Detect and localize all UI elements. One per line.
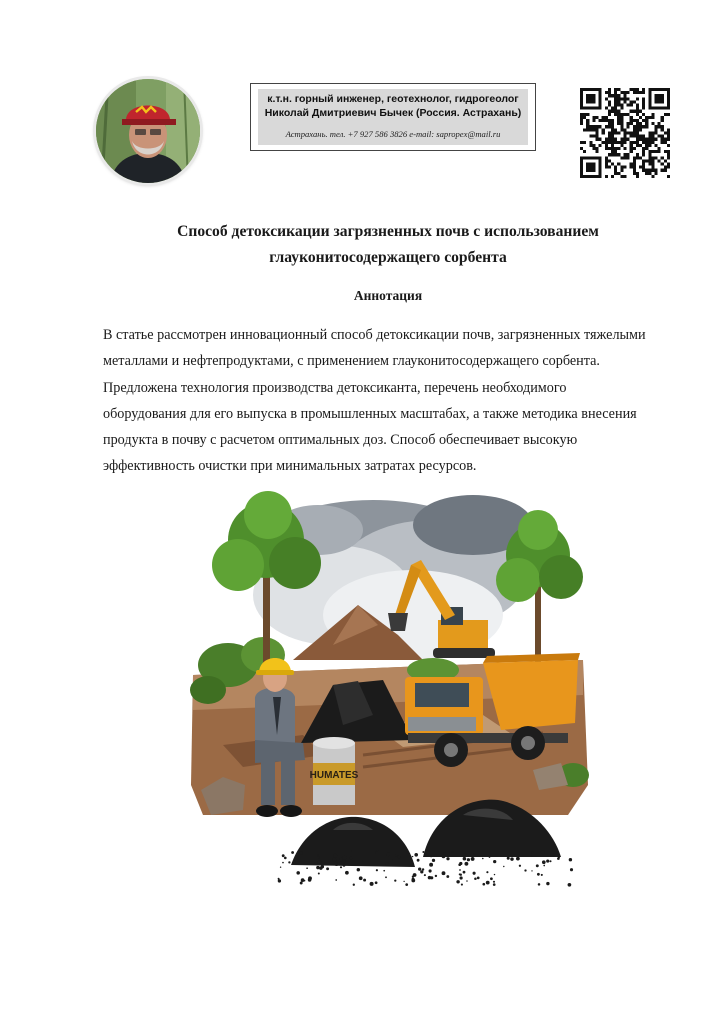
abstract-heading: Аннотация [353, 288, 423, 303]
abstract-line: металлами и нефтепродуктами, с применением глауконитосодержащего сорбента. [103, 353, 600, 370]
author-portrait-icon [96, 79, 200, 183]
author-name: Николай Дмитриевич Бычек (Россия. Астрахань) [264, 107, 522, 119]
soil-detox-illustration [183, 485, 593, 895]
abstract-line: В статье рассмотрен инновационный способ детоксикации почв, загрязненных тяжелыми [103, 327, 646, 343]
author-photo [96, 79, 200, 183]
qr-code-icon [580, 88, 670, 178]
illustration [183, 485, 593, 895]
abstract-line: эффективность очистки при минимальных затратах ресурсов. [103, 458, 477, 475]
article-title-line-2: глауконитосодержащего сорбента [269, 249, 507, 266]
author-credentials: к.т.н. горный инженер, геотехнолог, гидрогеолог [267, 93, 519, 105]
contact-panel [258, 89, 528, 145]
can-label: HUMATES [309, 770, 359, 781]
author-contacts: Астрахань. тел. +7 927 586 3826 e-mail: sapropex@mail.ru [285, 129, 501, 139]
qr-code [580, 88, 670, 178]
abstract-line: оборудования для его выпуска в промышленных масштабах, а также методика внесения [103, 405, 637, 422]
humates-can [310, 737, 359, 805]
article-title-line-1: Способ детоксикации загрязненных почв с использованием [177, 223, 599, 240]
abstract-line: Предложена технология производства детоксиканта, перечень необходимого [103, 379, 567, 396]
article-title [110, 219, 666, 271]
abstract-body [103, 322, 669, 480]
contact-box [250, 83, 536, 151]
abstract-line: продукта в почву с расчетом оптимальных доз. Способ обеспечивает высокую [103, 432, 578, 449]
